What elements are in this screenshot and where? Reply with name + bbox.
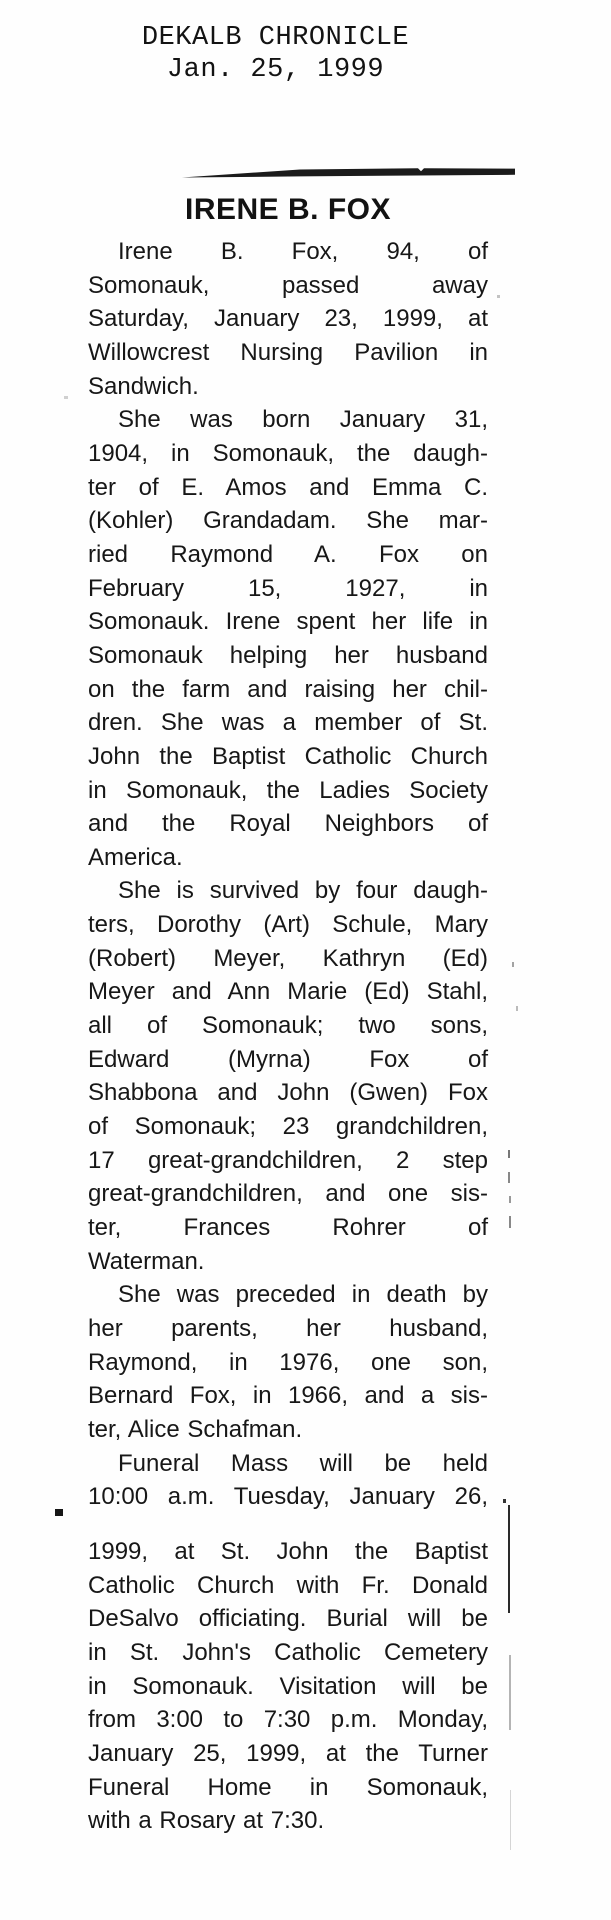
scan-artifact-dash	[508, 1150, 510, 1158]
masthead	[128, 22, 423, 86]
paragraph	[88, 1278, 488, 1446]
body-line: January 25, 1999, at the Turner	[88, 1739, 488, 1767]
masthead-date: Jan. 25, 1999	[166, 55, 385, 85]
tapered-rule-shape	[150, 160, 530, 185]
body-line: Raymond, in 1976, one son,	[88, 1348, 488, 1376]
paragraph	[88, 235, 488, 403]
body-line: She was preceded in death by	[118, 1281, 488, 1309]
body-line: Saturday, January 23, 1999, at	[88, 305, 488, 333]
body-line: dren. She was a member of St.	[88, 709, 488, 737]
scan-artifact-vertical-line	[509, 1655, 511, 1730]
body-line: in Somonauk. Visitation will be	[88, 1672, 488, 1700]
body-line: with a Rosary at 7:30.	[88, 1807, 325, 1835]
scan-artifact-speck	[512, 962, 514, 967]
body-line: her parents, her husband,	[88, 1315, 488, 1342]
scan-artifact-dash	[509, 1216, 511, 1228]
body-line: (Kohler) Grandadam. She mar-	[88, 507, 488, 535]
body-line: ried Raymond A. Fox on	[88, 540, 488, 568]
body-line: ter of E. Amos and Emma C.	[88, 473, 488, 501]
body-line: great-grandchildren, and one sis-	[88, 1180, 488, 1208]
scan-artifact-vertical-line	[510, 1790, 511, 1850]
body-line: 17 great-grandchildren, 2 step	[88, 1146, 488, 1174]
body-line: Meyer and Ann Marie (Ed) Stahl,	[88, 978, 488, 1006]
body-line: in Somonauk, the Ladies Society	[88, 776, 488, 804]
scan-artifact-dot	[503, 1499, 506, 1503]
body-line: Somonauk. Irene spent her life in	[88, 608, 488, 636]
scan-artifact-speck	[64, 396, 68, 399]
body-line: in St. John's Catholic Cemetery	[88, 1638, 488, 1666]
body-line: (Robert) Meyer, Kathryn (Ed)	[88, 944, 488, 972]
body-line: Waterman.	[88, 1247, 205, 1275]
scan-artifact-speck	[497, 295, 500, 298]
body-line: Catholic Church with Fr. Donald	[88, 1571, 488, 1599]
body-line: Funeral Mass will be held	[118, 1449, 488, 1477]
paragraph	[88, 874, 488, 1278]
paragraph	[88, 403, 488, 874]
body-line: on the farm and raising her chil-	[88, 675, 488, 703]
body-line: John the Baptist Catholic Church	[88, 742, 488, 770]
masthead-name: DEKALB CHRONICLE	[141, 23, 410, 53]
body-line: Willowcrest Nursing Pavilion in	[88, 338, 488, 366]
obituary-headline: IRENE B. FOX	[184, 193, 392, 226]
divider-rule	[150, 160, 530, 185]
body-line: 10:00 a.m. Tuesday, January 26,	[88, 1483, 488, 1511]
scan-artifact-vertical-line	[508, 1505, 510, 1613]
body-line: America.	[88, 843, 183, 871]
scan-artifact-dash	[508, 1172, 510, 1183]
scan-artifact-square	[55, 1509, 63, 1516]
body-line: ters, Dorothy (Art) Schule, Mary	[88, 911, 488, 939]
paragraph	[88, 1447, 488, 1514]
body-line: February 15, 1927, in	[88, 574, 488, 602]
scan-artifact-dash	[509, 1196, 511, 1203]
body-line: from 3:00 to 7:30 p.m. Monday,	[88, 1706, 488, 1734]
paragraph	[88, 1535, 488, 1838]
body-line: Edward (Myrna) Fox of	[88, 1045, 488, 1073]
body-line: Sandwich.	[88, 372, 199, 400]
body-line: all of Somonauk; two sons,	[88, 1012, 488, 1040]
body-line: She is survived by four daugh-	[118, 877, 488, 905]
body-line: 1904, in Somonauk, the daugh-	[88, 439, 488, 467]
body-line: ter, Alice Schafman.	[88, 1415, 303, 1443]
body-line: Somonauk, passed away	[88, 271, 488, 299]
scan-artifact-speck	[516, 1006, 518, 1011]
body-line: DeSalvo officiating. Burial will be	[88, 1605, 488, 1633]
body-line: Bernard Fox, in 1966, and a sis-	[88, 1382, 488, 1410]
body-line: ter, Frances Rohrer of	[88, 1214, 488, 1242]
body-line: Funeral Home in Somonauk,	[88, 1773, 488, 1801]
body-line: Shabbona and John (Gwen) Fox	[88, 1079, 488, 1107]
body-line: and the Royal Neighbors of	[88, 810, 488, 838]
body-line: 1999, at St. John the Baptist	[88, 1537, 488, 1565]
body-line: Somonauk helping her husband	[88, 641, 488, 669]
body-line: of Somonauk; 23 grandchildren,	[88, 1113, 488, 1141]
obituary-body	[88, 235, 488, 1838]
body-line: She was born January 31,	[118, 406, 488, 434]
body-line: Irene B. Fox, 94, of	[118, 238, 488, 265]
